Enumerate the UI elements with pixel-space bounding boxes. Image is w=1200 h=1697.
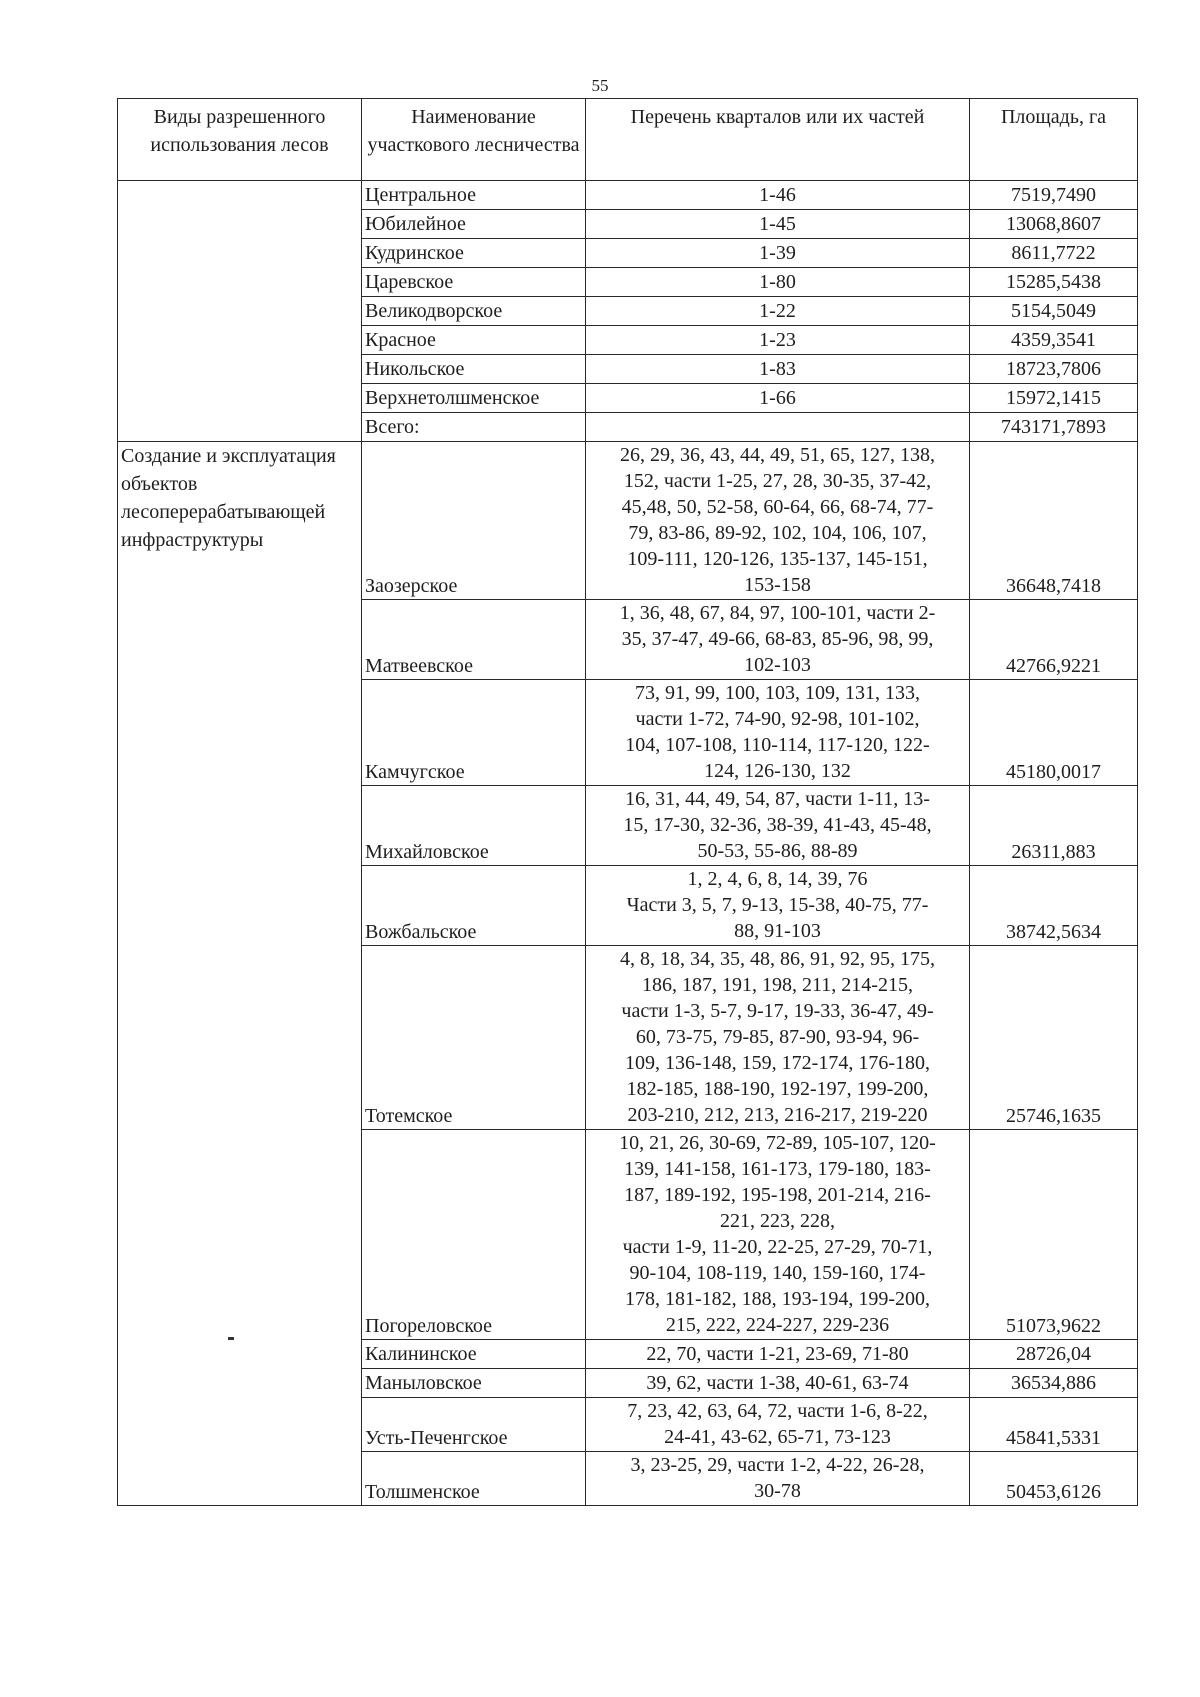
use-type-cell: Создание и эксплуатация объектов лесоперерабатывающей инфраструктуры <box>118 442 362 1506</box>
forestry-name: Усть-Печенгское <box>362 1398 586 1452</box>
blocks-list <box>586 297 970 326</box>
blocks-list <box>586 326 970 355</box>
blocks-line: 10, 21, 26, 30-69, 72-89, 105-107, 120- <box>619 1132 936 1154</box>
area-value: 18723,7806 <box>970 355 1138 384</box>
stray-mark <box>228 1337 234 1340</box>
blocks-line: 178, 181-182, 188, 193-194, 199-200, <box>625 1288 930 1310</box>
blocks-list <box>586 1130 970 1340</box>
blocks-line: 26, 29, 36, 43, 44, 49, 51, 65, 127, 138, <box>620 444 935 466</box>
blocks-line: 186, 187, 191, 198, 211, 214-215, <box>642 974 913 996</box>
blocks-line: 104, 107-108, 110-114, 117-120, 122- <box>625 734 930 756</box>
area-value: 51073,9622 <box>970 1130 1138 1340</box>
blocks-line: 109-111, 120-126, 135-137, 145-151, <box>627 548 928 570</box>
total-area: 743171,7893 <box>970 413 1138 442</box>
blocks-line: 15, 17-30, 32-36, 38-39, 41-43, 45-48, <box>623 814 932 836</box>
blocks-line: 203-210, 212, 213, 216-217, 219-220 <box>627 1104 928 1126</box>
blocks-line: 109, 136-148, 159, 172-174, 176-180, <box>625 1052 930 1074</box>
header-use-type: Виды разрешенного использования лесов <box>118 99 362 181</box>
blocks-line: 1-45 <box>759 213 796 235</box>
header-area: Площадь, га <box>970 99 1138 181</box>
area-value: 36534,886 <box>970 1369 1138 1398</box>
table-row <box>118 442 1138 600</box>
blocks-line: 1-66 <box>759 387 796 409</box>
blocks-line: 182-185, 188-190, 192-197, 199-200, <box>626 1078 929 1100</box>
area-value: 8611,7722 <box>970 239 1138 268</box>
area-value: 25746,1635 <box>970 946 1138 1130</box>
blocks-list <box>586 210 970 239</box>
blocks-list <box>586 355 970 384</box>
area-value: 26311,883 <box>970 786 1138 866</box>
header-forestry-name: Наименование участкового лесничества <box>362 99 586 181</box>
area-value: 15972,1415 <box>970 384 1138 413</box>
forestry-name: Кудринское <box>362 239 586 268</box>
area-value: 4359,3541 <box>970 326 1138 355</box>
blocks-list <box>586 946 970 1130</box>
blocks-line: 16, 31, 44, 49, 54, 87, части 1-11, 13- <box>625 788 930 810</box>
blocks-line: 24-41, 43-62, 65-71, 73-123 <box>664 1426 891 1448</box>
area-value: 28726,04 <box>970 1340 1138 1369</box>
area-value: 38742,5634 <box>970 866 1138 946</box>
use-type-cell <box>118 181 362 442</box>
blocks-list <box>586 680 970 786</box>
blocks-list <box>586 1369 970 1398</box>
blocks-list <box>586 600 970 680</box>
forestry-name: Красное <box>362 326 586 355</box>
area-value: 7519,7490 <box>970 181 1138 210</box>
blocks-list <box>586 1398 970 1452</box>
area-value: 50453,6126 <box>970 1452 1138 1506</box>
forest-use-table <box>117 98 1138 1506</box>
blocks-line: 1-39 <box>759 242 796 264</box>
forestry-name: Маныловское <box>362 1369 586 1398</box>
blocks-line: 79, 83-86, 89-92, 102, 104, 106, 107, <box>628 522 927 544</box>
area-value: 36648,7418 <box>970 442 1138 600</box>
forestry-name: Матвеевское <box>362 600 586 680</box>
total-label: Всего: <box>362 413 586 442</box>
blocks-line: 1, 36, 48, 67, 84, 97, 100-101, части 2- <box>619 602 936 624</box>
header-blocks-list: Перечень кварталов или их частей <box>586 99 970 181</box>
area-value: 15285,5438 <box>970 268 1138 297</box>
blocks-list <box>586 1340 970 1369</box>
forestry-name: Тотемское <box>362 946 586 1130</box>
forestry-name: Михайловское <box>362 786 586 866</box>
blocks-line: 1-23 <box>759 329 796 351</box>
total-blocks <box>586 413 970 442</box>
forestry-name: Камчугское <box>362 680 586 786</box>
blocks-line: 3, 23-25, 29, части 1-2, 4-22, 26-28, <box>630 1454 925 1476</box>
blocks-line: 152, части 1-25, 27, 28, 30-35, 37-42, <box>623 470 932 492</box>
blocks-line: 35, 37-47, 49-66, 68-83, 85-96, 98, 99, <box>621 628 934 650</box>
blocks-list <box>586 268 970 297</box>
blocks-line: 73, 91, 99, 100, 103, 109, 131, 133, <box>635 682 920 704</box>
forestry-name: Юбилейное <box>362 210 586 239</box>
forestry-name: Вожбальское <box>362 866 586 946</box>
forestry-name: Великодворское <box>362 297 586 326</box>
blocks-line: 1, 2, 4, 6, 8, 14, 39, 76 <box>687 868 868 890</box>
forestry-name: Заозерское <box>362 442 586 600</box>
forestry-name: Никольское <box>362 355 586 384</box>
blocks-line: 221, 223, 228, <box>720 1210 835 1232</box>
forestry-name: Центральное <box>362 181 586 210</box>
area-value: 45180,0017 <box>970 680 1138 786</box>
blocks-line: 153-158 <box>744 574 811 596</box>
area-value: 5154,5049 <box>970 297 1138 326</box>
forestry-name: Калининское <box>362 1340 586 1369</box>
blocks-line: 30-78 <box>754 1480 801 1502</box>
area-value: 13068,8607 <box>970 210 1138 239</box>
page-number: 55 <box>591 76 609 95</box>
blocks-line: 139, 141-158, 161-173, 179-180, 183- <box>624 1158 931 1180</box>
blocks-list <box>586 1452 970 1506</box>
blocks-line: части 1-9, 11-20, 22-25, 27-29, 70-71, <box>622 1236 933 1258</box>
table-header-row <box>118 99 1138 181</box>
blocks-list <box>586 239 970 268</box>
forestry-name: Толшменское <box>362 1452 586 1506</box>
forestry-name: Царевское <box>362 268 586 297</box>
blocks-line: 39, 62, части 1-38, 40-61, 63-74 <box>646 1372 909 1394</box>
forestry-name: Верхнетолшменское <box>362 384 586 413</box>
blocks-line: 50-53, 55-86, 88-89 <box>697 840 858 862</box>
blocks-list <box>586 384 970 413</box>
blocks-line: 7, 23, 42, 63, 64, 72, части 1-6, 8-22, <box>627 1400 928 1422</box>
blocks-line: 1-46 <box>759 184 796 206</box>
blocks-line: 1-22 <box>759 300 796 322</box>
blocks-line: 4, 8, 18, 34, 35, 48, 86, 91, 92, 95, 175, <box>620 948 935 970</box>
blocks-line: 215, 222, 224-227, 229-236 <box>665 1314 890 1336</box>
blocks-line: 45,48, 50, 52-58, 60-64, 66, 68-74, 77- <box>621 496 934 518</box>
blocks-line: части 1-72, 74-90, 92-98, 101-102, <box>635 708 920 730</box>
blocks-line: 22, 70, части 1-21, 23-69, 71-80 <box>646 1343 909 1365</box>
blocks-line: 124, 126-130, 132 <box>704 760 851 782</box>
blocks-line: Части 3, 5, 7, 9-13, 15-38, 40-75, 77- <box>626 894 929 916</box>
blocks-line: 187, 189-192, 195-198, 201-214, 216- <box>624 1184 931 1206</box>
blocks-line: 102-103 <box>744 654 811 676</box>
table-row <box>118 181 1138 210</box>
blocks-list <box>586 786 970 866</box>
blocks-line: 90-104, 108-119, 140, 159-160, 174- <box>629 1262 926 1284</box>
blocks-list <box>586 181 970 210</box>
forestry-name: Погореловское <box>362 1130 586 1340</box>
area-value: 45841,5331 <box>970 1398 1138 1452</box>
blocks-list <box>586 866 970 946</box>
blocks-line: 88, 91-103 <box>734 920 821 942</box>
area-value: 42766,9221 <box>970 600 1138 680</box>
blocks-line: части 1-3, 5-7, 9-17, 19-33, 36-47, 49- <box>621 1000 934 1022</box>
blocks-line: 1-80 <box>759 271 796 293</box>
blocks-line: 1-83 <box>759 358 796 380</box>
blocks-list <box>586 442 970 600</box>
blocks-line: 60, 73-75, 79-85, 87-90, 93-94, 96- <box>635 1026 920 1048</box>
